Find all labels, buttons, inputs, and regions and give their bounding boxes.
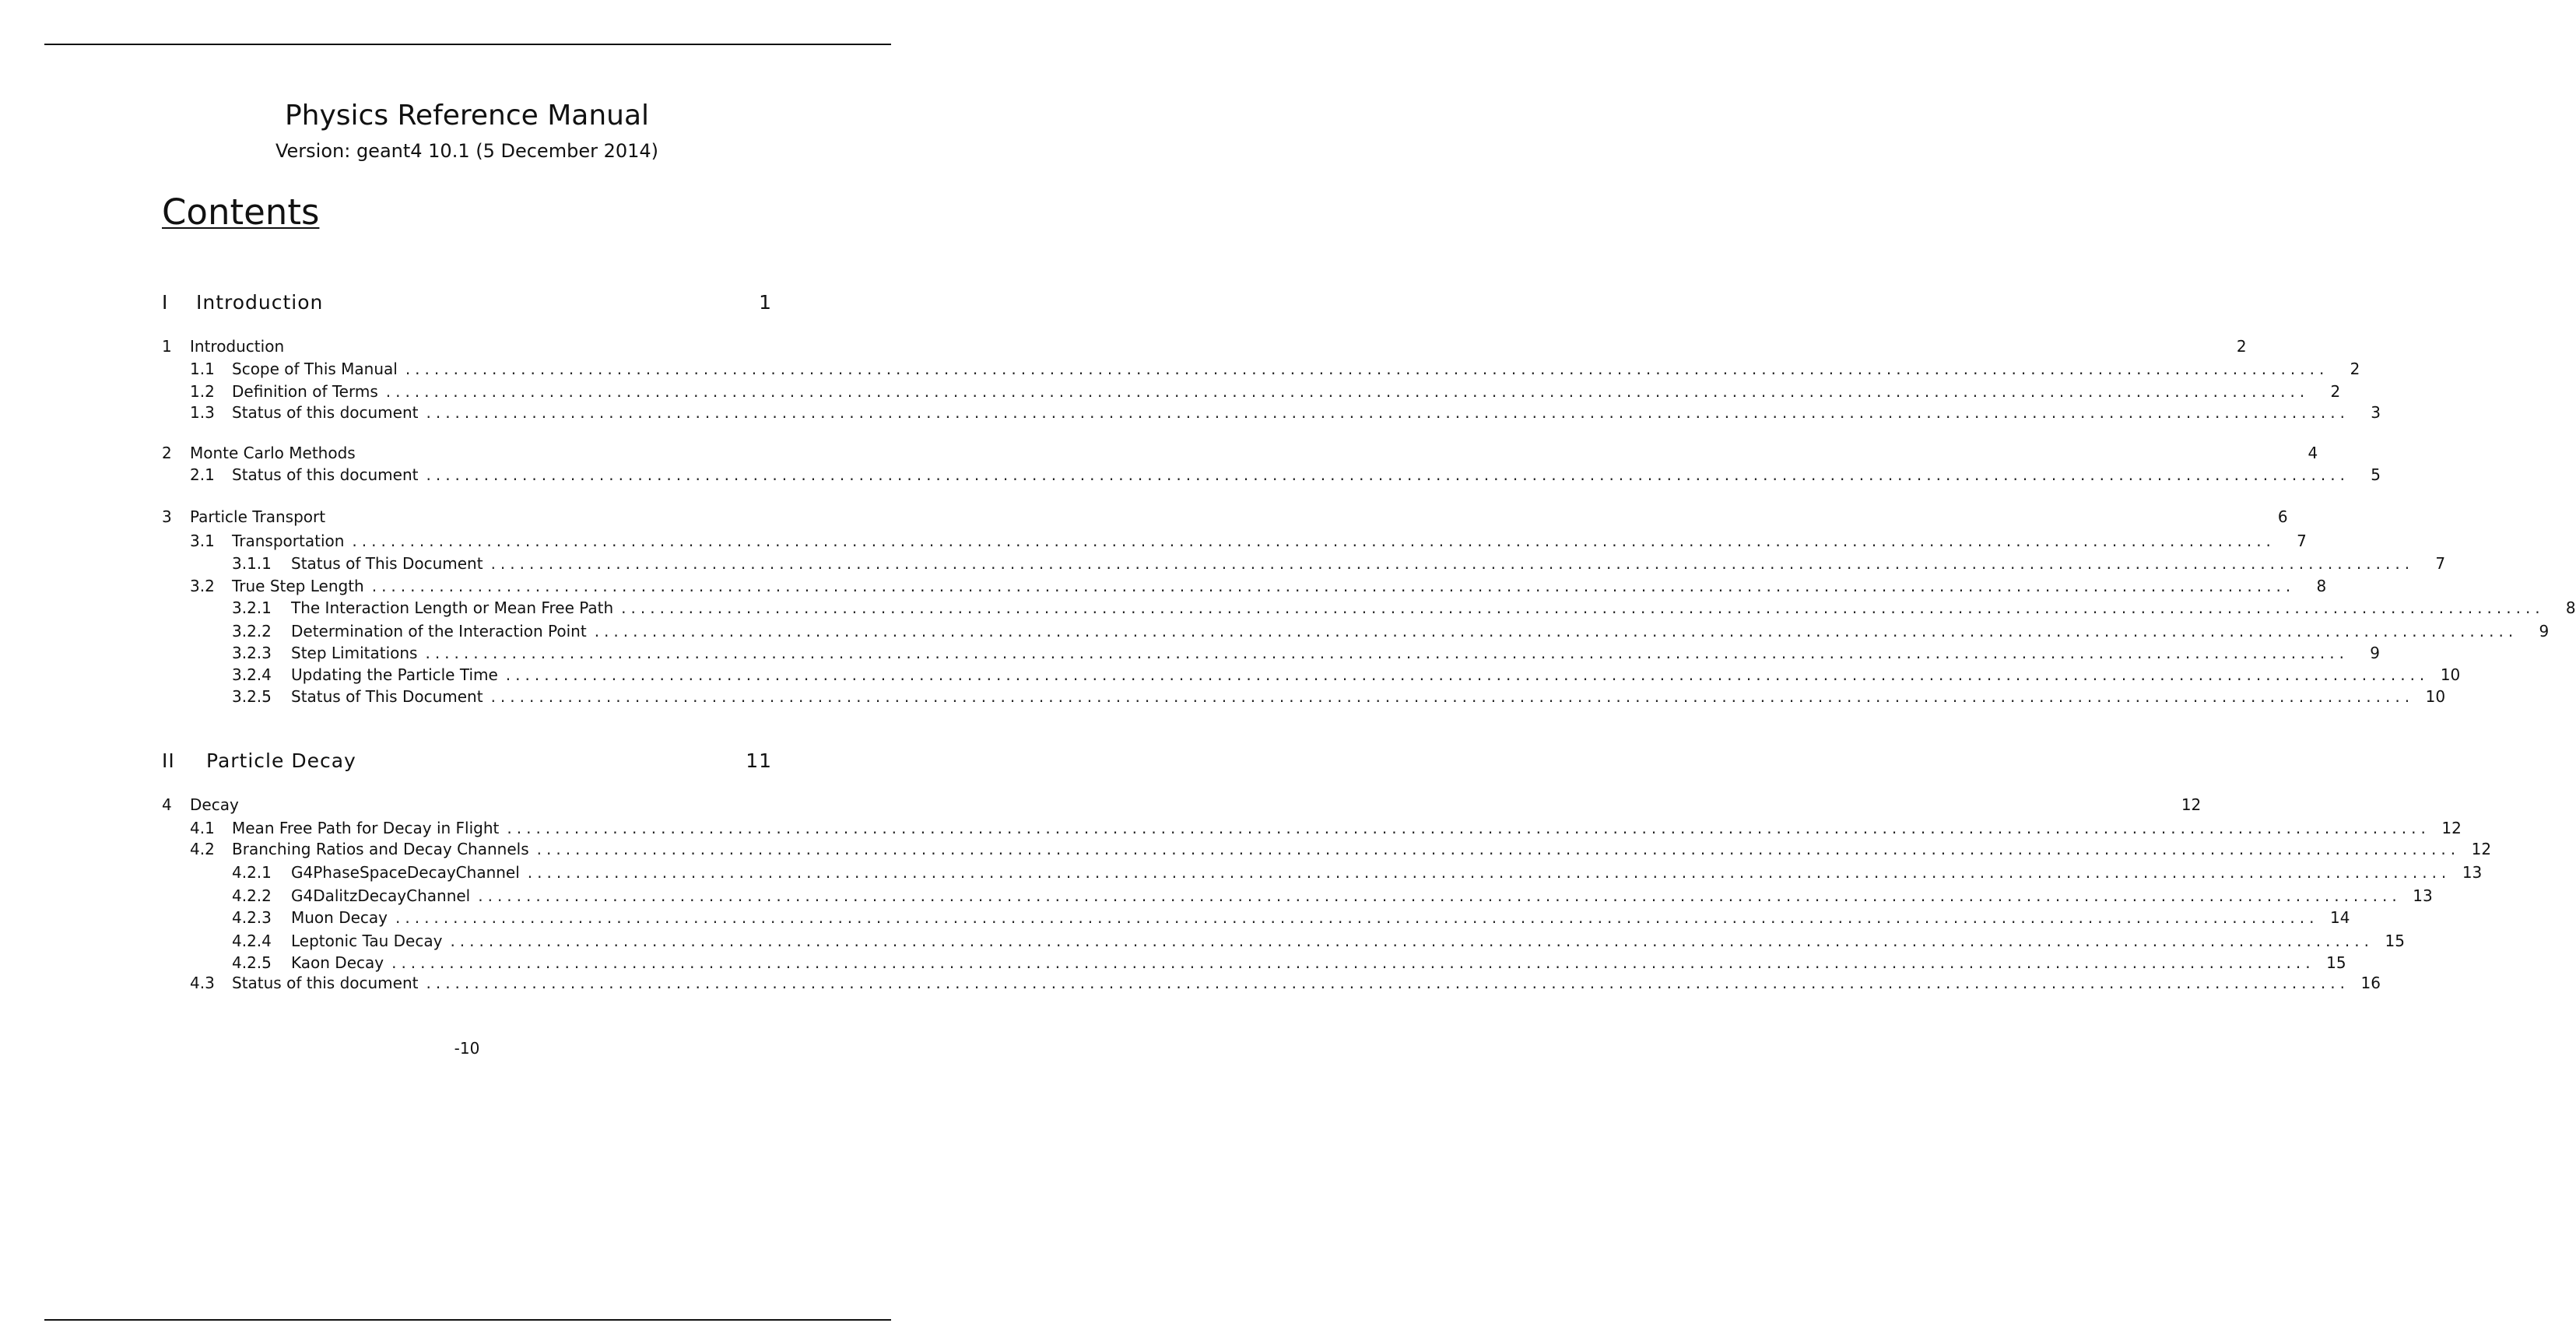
toc-subsection-4-2-3[interactable] [232, 908, 2350, 928]
subsection-title: Step Limitations [291, 644, 418, 662]
dot-leader: ........................................................................................................................................................................................................ [385, 382, 2310, 401]
section-page: 16 [2360, 974, 2381, 992]
toc-part-2[interactable] [162, 749, 772, 774]
subsection-page: 9 [2539, 622, 2550, 640]
dot-leader: ........................................................................................................................................................................................................ [490, 687, 2415, 706]
section-title: Branching Ratios and Decay Channels [232, 840, 529, 858]
subsection-title: Leptonic Tau Decay [291, 932, 443, 950]
toc-subsection-4-2-5[interactable] [232, 953, 2346, 974]
dot-leader: ........................................................................................................................................................................................................ [490, 554, 2415, 573]
toc-subsection-4-2-2[interactable] [232, 886, 2433, 907]
chapter-title: Introduction [190, 337, 285, 356]
part-title: Introduction [196, 291, 324, 314]
section-page: 7 [2297, 532, 2307, 550]
subsection-title: Determination of the Interaction Point [291, 622, 587, 640]
toc-subsection-3-2-4[interactable] [232, 665, 2461, 686]
chapter-number: 4 [162, 795, 172, 814]
section-number: 1.2 [190, 382, 215, 401]
subsection-number: 3.2.1 [232, 598, 272, 617]
subsection-page: 13 [2462, 863, 2483, 882]
dot-leader: ........................................................................................................................................................................................................ [395, 908, 2319, 927]
subsection-number: 3.2.2 [232, 622, 272, 640]
section-number: 1.1 [190, 360, 215, 378]
page-number: -10 [454, 1039, 480, 1058]
subsection-page: 9 [2370, 644, 2380, 662]
section-title: Status of this document [232, 465, 419, 484]
part-page: 1 [759, 291, 772, 314]
subsection-title: Status of This Document [291, 554, 483, 573]
section-number: 2.1 [190, 465, 215, 484]
subsection-number: 3.2.5 [232, 687, 272, 706]
toc-section-4-2[interactable] [190, 840, 2492, 860]
subsection-title: The Interaction Length or Mean Free Path [291, 598, 614, 617]
toc-chapter-1[interactable] [162, 337, 2247, 357]
subsection-number: 3.1.1 [232, 554, 272, 573]
toc-section-1-1[interactable] [190, 360, 2360, 380]
toc-chapter-2[interactable] [162, 444, 2318, 464]
subsection-page: 10 [2440, 665, 2461, 684]
toc-chapter-3[interactable] [162, 507, 2288, 528]
part-title: Particle Decay [206, 749, 356, 772]
toc-section-4-1[interactable] [190, 819, 2462, 839]
section-page: 8 [2316, 577, 2327, 595]
subsection-number: 4.2.1 [232, 863, 272, 882]
bottom-rule [44, 1319, 891, 1321]
section-title: Scope of This Manual [232, 360, 398, 378]
toc-subsection-3-2-1[interactable] [232, 598, 2576, 619]
subsection-number: 4.2.2 [232, 886, 272, 905]
subsection-number: 4.2.5 [232, 953, 272, 972]
subsection-title: G4PhaseSpaceDecayChannel [291, 863, 520, 882]
subsection-number: 4.2.3 [232, 908, 272, 927]
subsection-page: 10 [2425, 687, 2446, 706]
chapter-title: Decay [190, 795, 239, 814]
section-title: Definition of Terms [232, 382, 378, 401]
subsection-page: 15 [2385, 932, 2405, 950]
subsection-page: 14 [2330, 908, 2350, 927]
dot-leader: ........................................................................................................................................................................................................ [391, 953, 2315, 972]
toc-section-1-3[interactable] [190, 403, 2381, 423]
subsection-number: 3.2.4 [232, 665, 272, 684]
dot-leader: ........................................................................................................................................................................................................ [507, 819, 2430, 837]
toc-subsection-3-1-1[interactable] [232, 554, 2446, 574]
subsection-title: G4DalitzDecayChannel [291, 886, 471, 905]
section-title: Mean Free Path for Decay in Flight [232, 819, 500, 837]
subsection-title: Updating the Particle Time [291, 665, 498, 684]
toc-subsection-4-2-1[interactable] [232, 863, 2483, 883]
subsection-page: 15 [2326, 953, 2346, 972]
subsection-page: 7 [2435, 554, 2446, 573]
chapter-number: 2 [162, 444, 172, 462]
chapter-number: 3 [162, 507, 172, 526]
toc-subsection-3-2-5[interactable] [232, 687, 2446, 707]
toc-section-4-3[interactable] [190, 974, 2381, 994]
toc-part-1[interactable] [162, 291, 772, 316]
dot-leader: ........................................................................................................................................................................................................ [426, 465, 2350, 484]
dot-leader: ........................................................................................................................................................................................................ [478, 886, 2402, 905]
section-page: 12 [2441, 819, 2462, 837]
document-version: Version: geant4 10.1 (5 December 2014) [275, 140, 659, 162]
toc-section-2-1[interactable] [190, 465, 2381, 486]
section-number: 3.1 [190, 532, 215, 550]
section-title: Status of this document [232, 974, 419, 992]
toc-subsection-4-2-4[interactable] [232, 932, 2405, 952]
dot-leader: ........................................................................................................................................................................................................ [405, 360, 2329, 378]
dot-leader: ........................................................................................................................................................................................................ [505, 665, 2430, 684]
chapter-page: 6 [2277, 507, 2288, 526]
subsection-number: 4.2.4 [232, 932, 272, 950]
section-page: 5 [2371, 465, 2381, 484]
dot-leader: ........................................................................................................................................................................................................ [371, 577, 2296, 595]
chapter-title: Particle Transport [190, 507, 326, 526]
chapter-number: 1 [162, 337, 172, 356]
dot-leader: ........................................................................................................................................................................................................ [594, 622, 2518, 640]
chapter-page: 4 [2308, 444, 2318, 462]
toc-subsection-3-2-2[interactable] [232, 622, 2550, 642]
subsection-title: Status of This Document [291, 687, 483, 706]
section-page: 3 [2371, 403, 2381, 422]
toc-section-3-2[interactable] [190, 577, 2327, 597]
subsection-title: Kaon Decay [291, 953, 384, 972]
subsection-page: 8 [2565, 598, 2576, 617]
chapter-page: 2 [2236, 337, 2247, 356]
dot-leader: ........................................................................................................................................................................................................ [527, 863, 2451, 882]
section-number: 4.1 [190, 819, 215, 837]
section-page: 2 [2350, 360, 2360, 378]
document-title: Physics Reference Manual [284, 100, 650, 132]
section-page: 12 [2471, 840, 2492, 858]
subsection-page: 13 [2413, 886, 2433, 905]
subsection-title: Muon Decay [291, 908, 388, 927]
part-number: II [162, 749, 175, 772]
dot-leader: ........................................................................................................................................................................................................ [621, 598, 2545, 617]
chapter-page: 12 [2181, 795, 2202, 814]
section-number: 4.2 [190, 840, 215, 858]
toc-subsection-3-2-3[interactable] [232, 644, 2380, 664]
dot-leader: ........................................................................................................................................................................................................ [425, 644, 2349, 662]
dot-leader: ........................................................................................................................................................................................................ [426, 974, 2350, 992]
contents-heading: Contents [162, 191, 320, 233]
toc-section-3-1[interactable] [190, 532, 2307, 552]
section-title: Transportation [232, 532, 345, 550]
section-number: 1.3 [190, 403, 215, 422]
toc-chapter-4[interactable] [162, 795, 2202, 816]
part-page: 11 [746, 749, 772, 772]
dot-leader: ........................................................................................................................................................................................................ [352, 532, 2276, 550]
part-number: I [162, 291, 169, 314]
subsection-number: 3.2.3 [232, 644, 272, 662]
section-number: 4.3 [190, 974, 215, 992]
dot-leader: ........................................................................................................................................................................................................ [450, 932, 2374, 950]
top-rule [44, 44, 891, 45]
dot-leader: ........................................................................................................................................................................................................ [536, 840, 2461, 858]
section-title: Status of this document [232, 403, 419, 422]
chapter-title: Monte Carlo Methods [190, 444, 356, 462]
section-page: 2 [2330, 382, 2341, 401]
section-title: True Step Length [232, 577, 364, 595]
toc-section-1-2[interactable] [190, 382, 2341, 402]
section-number: 3.2 [190, 577, 215, 595]
dot-leader: ........................................................................................................................................................................................................ [426, 403, 2350, 422]
